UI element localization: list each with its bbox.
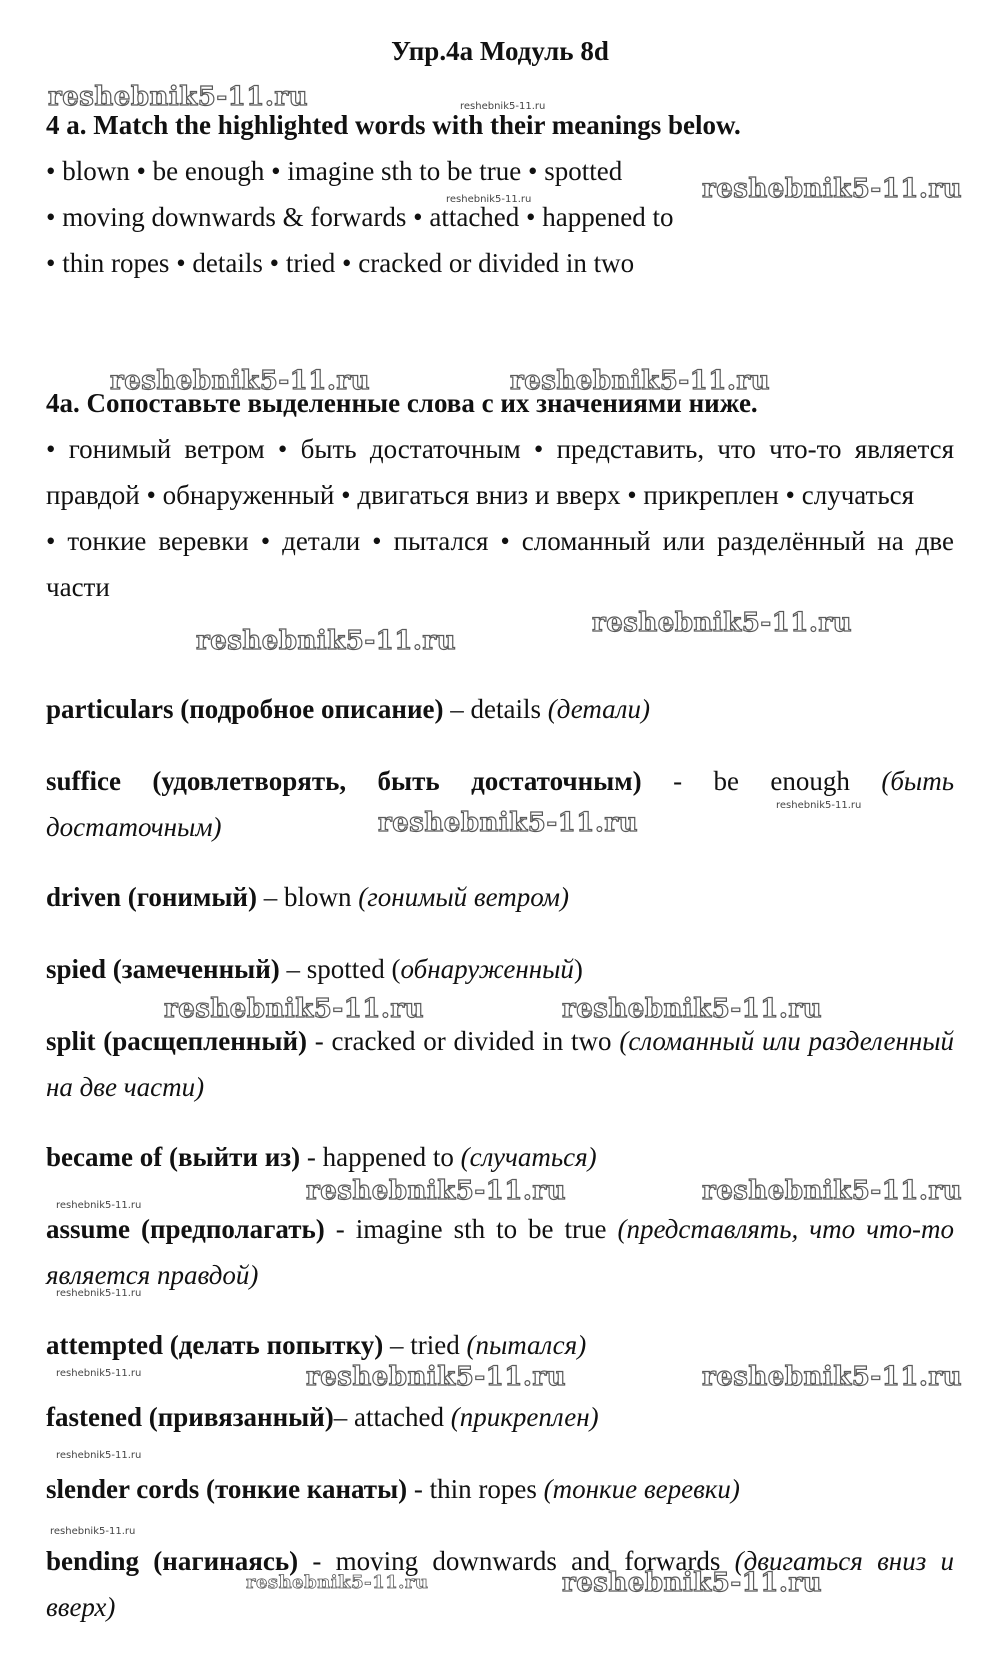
entry-spied <box>46 946 954 992</box>
watermark: reshebnik5-11.ru <box>562 994 823 1024</box>
english-heading: 4 a. Match the highlighted words with their meanings below. <box>46 110 741 140</box>
entry-sep: - <box>307 1026 332 1056</box>
watermark: reshebnik5-11.ru <box>306 1362 567 1392</box>
entry-close: ) <box>573 954 583 984</box>
entry-term: attempted (делать попытку) <box>46 1330 384 1360</box>
english-line-2: • moving downwards & forwards • attached • happened to <box>46 202 674 232</box>
entry-translation: (тонкие веревки) <box>543 1474 740 1504</box>
watermark: reshebnik5-11.ru <box>246 1572 429 1593</box>
entry-term: particulars (подробное описание) <box>46 694 444 724</box>
entry-meaning: moving downwards and forwards <box>335 1546 735 1576</box>
entry-meaning: happened to <box>322 1142 461 1172</box>
entry-translation: (представлять, что что-то является правдой) <box>46 1214 954 1290</box>
entry-term: split (расщепленный) <box>46 1026 307 1056</box>
watermark: reshebnik5-11.ru <box>164 994 425 1024</box>
watermark-small: reshebnik5-11.ru <box>56 1288 142 1299</box>
entry-translation: (быть достаточным) <box>46 766 955 842</box>
watermark-small: reshebnik5-11.ru <box>776 800 862 811</box>
entry-translation: (детали) <box>547 694 650 724</box>
entry-term: assume (предполагать) <box>46 1214 325 1244</box>
entry-term: fastened (привязанный) <box>46 1402 334 1432</box>
entry-translation: (гонимый ветром) <box>358 882 569 912</box>
english-line-1: • blown • be enough • imagine sth to be true • spotted <box>46 156 623 186</box>
russian-line-1: • гонимый ветром • быть достаточным • представить, что что-то является правдой • обнаруженный • двигаться вниз и вверх • прикреплен • случаться <box>46 434 954 510</box>
watermark: reshebnik5-11.ru <box>562 1568 823 1598</box>
entry-term: slender cords (тонкие канаты) <box>46 1474 408 1504</box>
entry-sep: - <box>300 1142 323 1172</box>
entry-translation: обнаруженный <box>400 954 574 984</box>
watermark: reshebnik5-11.ru <box>592 608 853 638</box>
entry-sep: - <box>324 1214 356 1244</box>
entry-term: driven (гонимый) <box>46 882 257 912</box>
entry-translation: (прикреплен) <box>450 1402 599 1432</box>
watermark: reshebnik5-11.ru <box>110 366 371 396</box>
entry-term: suffice (удовлетворять, быть достаточным) <box>46 766 642 796</box>
watermark-small: reshebnik5-11.ru <box>56 1450 142 1461</box>
watermark-small: reshebnik5-11.ru <box>56 1368 142 1379</box>
entry-sep: - <box>407 1474 430 1504</box>
entry-meaning: tried <box>410 1330 467 1360</box>
watermark: reshebnik5-11.ru <box>48 82 309 112</box>
watermark: reshebnik5-11.ru <box>196 626 457 656</box>
entry-meaning: cracked or divided in two <box>331 1026 620 1056</box>
entry-meaning: thin ropes <box>429 1474 544 1504</box>
entry-meaning: details <box>470 694 548 724</box>
entry-sep: - <box>641 766 714 796</box>
watermark: reshebnik5-11.ru <box>702 1362 963 1392</box>
russian-section <box>46 380 954 610</box>
entry-translation: (пытался) <box>466 1330 587 1360</box>
watermark: reshebnik5-11.ru <box>306 1176 567 1206</box>
entry-sep: - <box>298 1546 336 1576</box>
entry-term: spied (замеченный) <box>46 954 280 984</box>
entry-meaning: attached <box>354 1402 451 1432</box>
entry-sep: – <box>256 882 284 912</box>
entry-sep: – <box>333 1402 355 1432</box>
entry-sep: – <box>443 694 471 724</box>
watermark: reshebnik5-11.ru <box>378 808 639 838</box>
entry-translation: (двигаться вниз и вверх) <box>46 1546 954 1622</box>
entry-translation: (сломанный или разделенный на две части) <box>46 1026 955 1102</box>
entry-translation: (случаться) <box>460 1142 597 1172</box>
russian-line-2: • тонкие веревки • детали • пытался • сломанный или разделённый на две части <box>46 526 954 602</box>
entry-driven <box>46 874 954 920</box>
entry-fastened <box>46 1394 954 1440</box>
entry-slender-cords <box>46 1466 954 1512</box>
entry-term: bending (нагинаясь) <box>46 1546 299 1576</box>
russian-heading: 4a. Сопоставьте выделенные слова с их значениями ниже. <box>46 388 758 418</box>
entry-meaning: be enough <box>713 766 882 796</box>
entry-sep: – <box>279 954 307 984</box>
watermark-small: reshebnik5-11.ru <box>50 1526 136 1537</box>
english-line-3: • thin ropes • details • tried • cracked or divided in two <box>46 248 635 278</box>
watermark: reshebnik5-11.ru <box>702 174 963 204</box>
watermark: reshebnik5-11.ru <box>510 366 771 396</box>
entry-meaning: spotted ( <box>306 954 401 984</box>
watermark-small: reshebnik5-11.ru <box>56 1200 142 1211</box>
entry-split <box>46 1018 954 1110</box>
entry-meaning: imagine sth to be true <box>355 1214 618 1244</box>
entry-became-of <box>46 1134 954 1180</box>
entry-meaning: blown <box>283 882 359 912</box>
watermark-small: reshebnik5-11.ru <box>446 194 532 205</box>
watermark: reshebnik5-11.ru <box>702 1176 963 1206</box>
watermark-small: reshebnik5-11.ru <box>460 101 546 112</box>
entry-particulars <box>46 686 954 732</box>
entry-assume <box>46 1206 954 1298</box>
entry-sep: – <box>383 1330 411 1360</box>
entry-term: became of (выйти из) <box>46 1142 301 1172</box>
page-title: Упр.4a Модуль 8d <box>391 36 609 66</box>
